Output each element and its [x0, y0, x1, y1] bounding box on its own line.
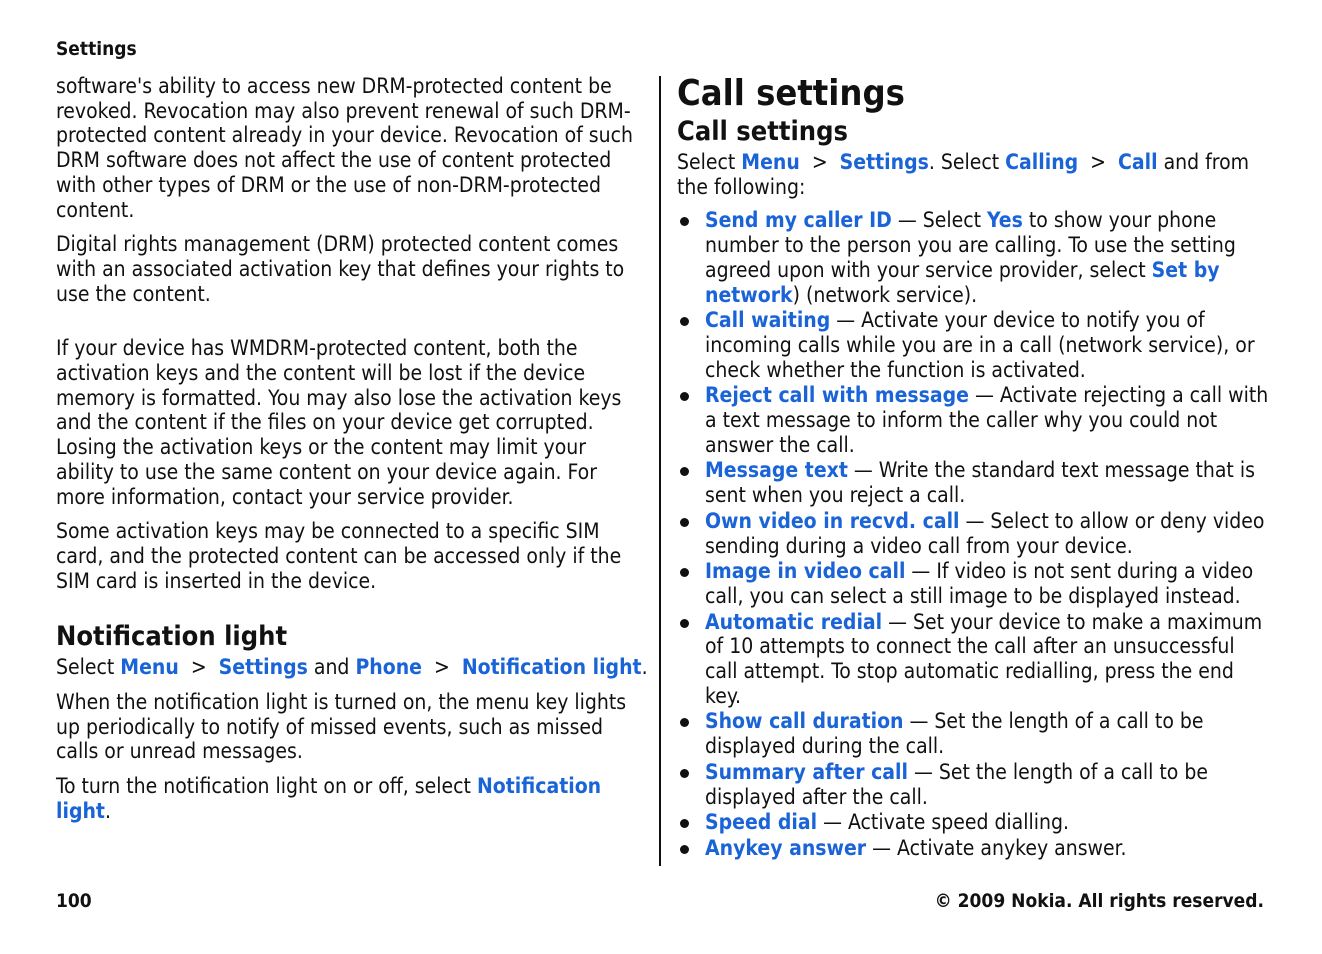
- page-number: 100: [56, 890, 92, 912]
- paragraph: When the notification light is turned on, the menu key lights up periodically to notify of missed events, such as missed calls or unread messages.: [56, 690, 627, 764]
- section-heading-notification-light: Notification light: [56, 621, 288, 653]
- list-item: Anykey answer — Activate anykey answer.: [677, 836, 1269, 861]
- option-link[interactable]: Summary after call: [705, 759, 908, 784]
- paragraph: Digital rights management (DRM) protected content comes with an associated activation key that defines your rights to use the content.: [56, 232, 625, 306]
- option-link[interactable]: Send my caller ID: [705, 208, 892, 233]
- option-link[interactable]: Speed dial: [705, 810, 818, 835]
- notification-light-link-2[interactable]: Notification light: [56, 774, 602, 823]
- option-link[interactable]: Anykey answer: [705, 835, 867, 860]
- bullet-icon: [680, 518, 689, 527]
- list-item: Show call duration — Set the length of a call to be displayed during the call.: [677, 709, 1269, 758]
- paragraph: To turn the notification light on or off, select Notification light.: [56, 774, 602, 823]
- column-divider: [659, 76, 661, 866]
- paragraph: software's ability to access new DRM-protected content be revoked. Revocation may also prevent renewal of such DRM-protected content already in your device. Revocation of such DRM software does not affect the use of content protected with other types of DRM or the use of non-DRM-protected content.: [56, 74, 633, 222]
- menu-link[interactable]: Menu: [741, 150, 800, 174]
- list-item: Automatic redial — Set your device to make a maximum of 10 attempts to connect the call after an unsuccessful call attempt. To stop automatic redialling, press the end key.: [677, 610, 1269, 709]
- option-link[interactable]: Show call duration: [705, 709, 904, 734]
- bullet-icon: [680, 568, 689, 577]
- paragraph: If your device has WMDRM-protected content, both the activation keys and the content will be lost if the device memory is formatted. You may also lose the activation keys and the content if the files on your device get corrupted. Losing the activation keys or the content may limit your ability to use the same content on your device again. For more information, contact your service provider.: [56, 336, 622, 509]
- list-item: Speed dial — Activate speed dialling.: [677, 810, 1269, 835]
- settings-link[interactable]: Settings: [218, 655, 308, 680]
- notification-path: Select Menu > Settings and Phone > Notification light.: [56, 655, 648, 680]
- bullet-icon: [680, 819, 689, 828]
- option-link[interactable]: Call waiting: [705, 308, 831, 333]
- list-item: Own video in recvd. call — Select to allow or deny video sending during a video call from your device.: [677, 509, 1269, 558]
- running-header: Settings: [56, 38, 137, 60]
- set-by-network-link[interactable]: Set by network: [705, 257, 1220, 307]
- bullet-icon: [680, 845, 689, 854]
- list-item: Reject call with message — Activate rejecting a call with a text message to inform the caller why you could not answer the call.: [677, 383, 1269, 457]
- option-link[interactable]: Reject call with message: [705, 383, 969, 408]
- calling-link[interactable]: Calling: [1005, 150, 1079, 174]
- bullet-icon: [680, 317, 689, 326]
- bullet-icon: [680, 392, 689, 401]
- notification-light-link[interactable]: Notification light: [461, 655, 642, 680]
- menu-link[interactable]: Menu: [120, 655, 179, 680]
- call-link[interactable]: Call: [1118, 150, 1158, 174]
- bullet-icon: [680, 769, 689, 778]
- right-column: [677, 74, 1269, 862]
- call-settings-path: Select Menu > Settings. Select Calling > Call and from the following:: [677, 150, 1250, 199]
- bullet-icon: [680, 619, 689, 628]
- list-item: Send my caller ID — Select Yes to show your phone number to the person you are calling. To use the setting agreed upon with your service provider, select Set by network) (network service).: [677, 208, 1269, 307]
- option-link[interactable]: Own video in recvd. call: [705, 508, 960, 533]
- option-link[interactable]: Automatic redial: [705, 609, 883, 634]
- list-item: Call waiting — Activate your device to notify you of incoming calls while you are in a call (network service), or check whether the function is activated.: [677, 308, 1269, 382]
- bullet-icon: [680, 217, 689, 226]
- page-title: Call settings: [677, 73, 905, 114]
- option-link[interactable]: Message text: [705, 458, 848, 483]
- paragraph: Some activation keys may be connected to a specific SIM card, and the protected content can be accessed only if the SIM card is inserted in the device.: [56, 519, 622, 593]
- copyright: © 2009 Nokia. All rights reserved.: [934, 890, 1264, 912]
- list-item: Image in video call — If video is not sent during a video call, you can select a still image to be displayed instead.: [677, 559, 1269, 608]
- yes-link[interactable]: Yes: [987, 208, 1023, 233]
- left-column: [56, 74, 648, 834]
- list-item: Summary after call — Set the length of a call to be displayed after the call.: [677, 760, 1269, 809]
- settings-link[interactable]: Settings: [839, 150, 929, 174]
- option-link[interactable]: Image in video call: [705, 559, 906, 584]
- list-item: Message text — Write the standard text message that is sent when you reject a call.: [677, 458, 1269, 507]
- phone-link[interactable]: Phone: [355, 655, 422, 680]
- bullet-icon: [680, 467, 689, 476]
- section-heading-call-settings: Call settings: [677, 116, 848, 147]
- bullet-icon: [680, 718, 689, 727]
- call-options-list: [677, 208, 1269, 860]
